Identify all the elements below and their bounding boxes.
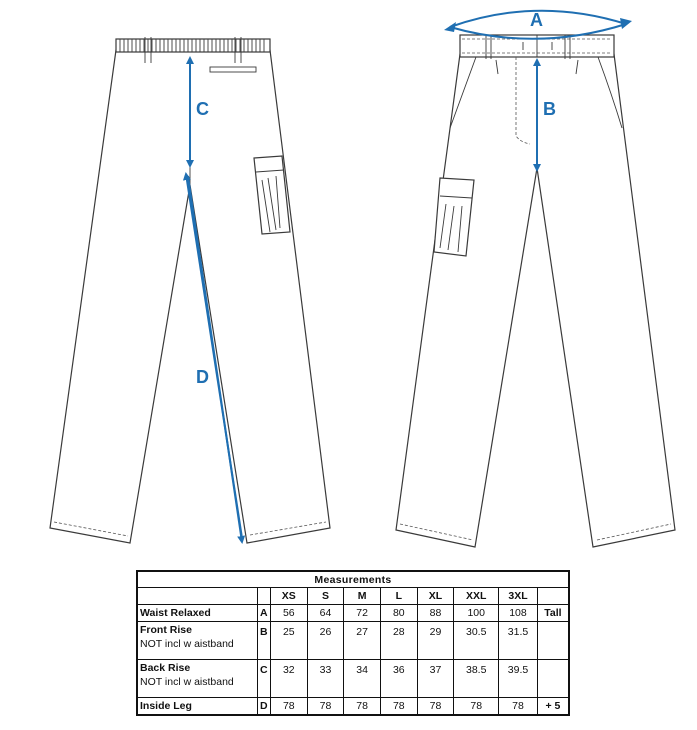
row-value: 36 bbox=[380, 660, 417, 698]
row-value: 100 bbox=[454, 605, 499, 622]
row-value: 26 bbox=[307, 622, 344, 660]
row-value: 29 bbox=[417, 622, 454, 660]
row-letter: C bbox=[257, 660, 270, 698]
row-value: 56 bbox=[270, 605, 307, 622]
row-value: 88 bbox=[417, 605, 454, 622]
label-d: D bbox=[196, 367, 209, 387]
row-value: 80 bbox=[380, 605, 417, 622]
size-header: M bbox=[344, 588, 381, 605]
row-value: 30.5 bbox=[454, 622, 499, 660]
row-value: 108 bbox=[499, 605, 538, 622]
row-value: 28 bbox=[380, 622, 417, 660]
row-value: 31.5 bbox=[499, 622, 538, 660]
back-waistband bbox=[116, 39, 270, 52]
row-letter: B bbox=[257, 622, 270, 660]
row-extra bbox=[537, 660, 569, 698]
row-value: 32 bbox=[270, 660, 307, 698]
front-trouser-outline bbox=[396, 54, 675, 547]
label-a: A bbox=[530, 10, 543, 30]
row-value: 39.5 bbox=[499, 660, 538, 698]
row-letter: A bbox=[257, 605, 270, 622]
row-name: Front Rise bbox=[140, 624, 192, 636]
table-row bbox=[137, 605, 569, 622]
row-value: 78 bbox=[344, 698, 381, 716]
row-value: 27 bbox=[344, 622, 381, 660]
row-value: 38.5 bbox=[454, 660, 499, 698]
row-extra: + 5 bbox=[537, 698, 569, 716]
row-name: Inside Leg bbox=[137, 698, 257, 716]
size-header: L bbox=[380, 588, 417, 605]
size-table bbox=[136, 570, 570, 716]
size-header: XS bbox=[270, 588, 307, 605]
row-value: 78 bbox=[499, 698, 538, 716]
row-value: 78 bbox=[380, 698, 417, 716]
row-value: 64 bbox=[307, 605, 344, 622]
row-value: 78 bbox=[417, 698, 454, 716]
size-header-row bbox=[137, 588, 569, 605]
label-c: C bbox=[196, 99, 209, 119]
label-b: B bbox=[543, 99, 556, 119]
row-value: 78 bbox=[307, 698, 344, 716]
row-letter: D bbox=[257, 698, 270, 716]
size-header: XL bbox=[417, 588, 454, 605]
row-value: 25 bbox=[270, 622, 307, 660]
row-value: 33 bbox=[307, 660, 344, 698]
row-name: Back Rise bbox=[140, 662, 191, 674]
size-header: XXL bbox=[454, 588, 499, 605]
row-value: 34 bbox=[344, 660, 381, 698]
trouser-front-view bbox=[396, 35, 675, 547]
size-header: 3XL bbox=[499, 588, 538, 605]
row-subtitle: NOT incl w aistband bbox=[140, 676, 234, 688]
row-value: 72 bbox=[344, 605, 381, 622]
row-value: 78 bbox=[454, 698, 499, 716]
row-extra bbox=[537, 622, 569, 660]
table-row bbox=[137, 660, 569, 698]
row-value: 37 bbox=[417, 660, 454, 698]
row-name-cell bbox=[137, 660, 257, 698]
row-name-cell bbox=[137, 622, 257, 660]
table-row bbox=[137, 698, 569, 716]
table-title: Measurements bbox=[137, 571, 569, 588]
row-subtitle: NOT incl w aistband bbox=[140, 638, 234, 650]
size-header: S bbox=[307, 588, 344, 605]
row-extra: Tall bbox=[537, 605, 569, 622]
row-name: Waist Relaxed bbox=[137, 605, 257, 622]
row-value: 78 bbox=[270, 698, 307, 716]
table-row bbox=[137, 622, 569, 660]
